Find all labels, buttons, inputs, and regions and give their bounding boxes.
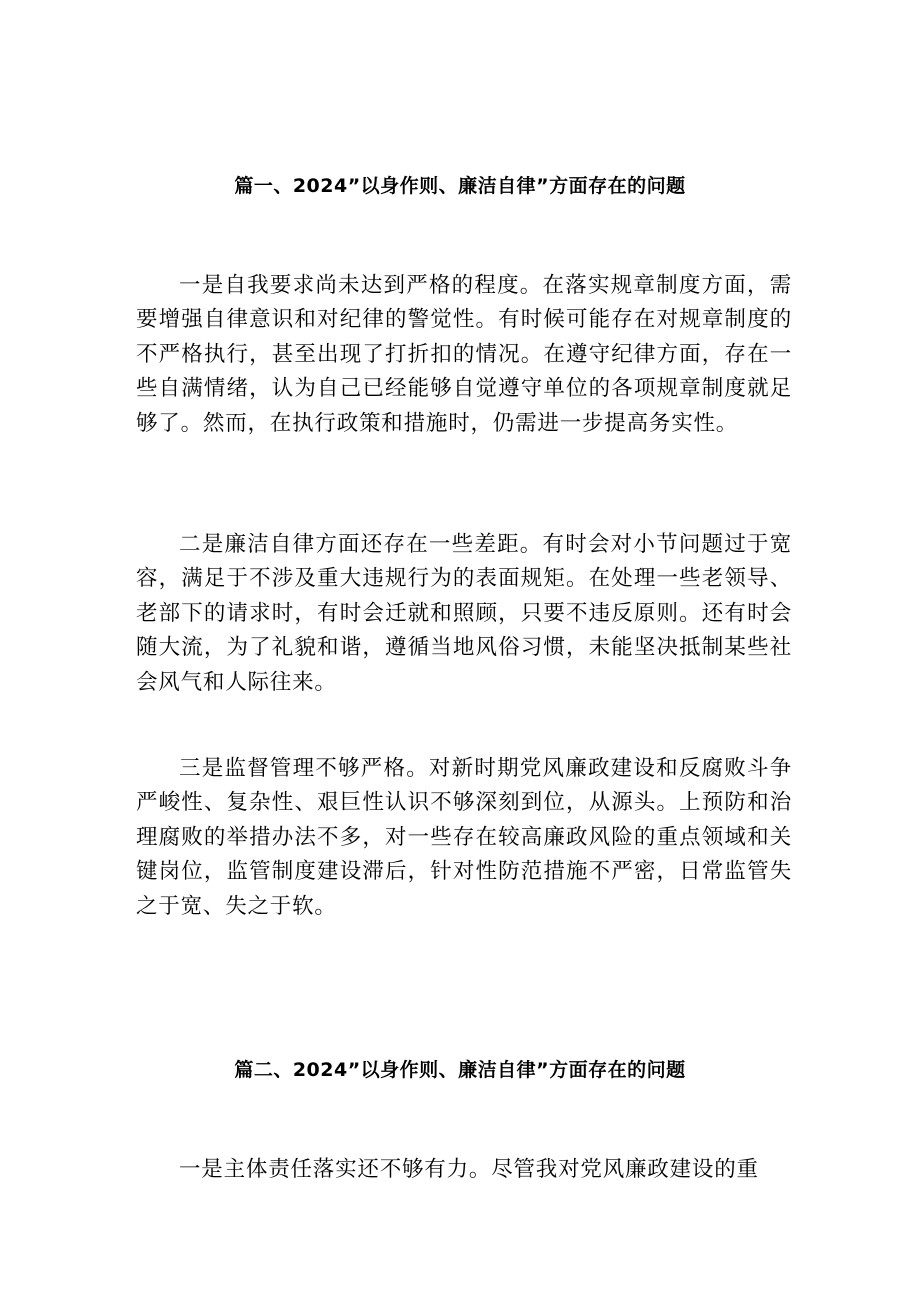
section-1-heading: 篇一、2024”以身作则、廉洁自律”方面存在的问题 bbox=[234, 175, 686, 197]
section-2-paragraph-1: 一是主体责任落实还不够有力。尽管我对党风廉政建设的重 bbox=[179, 1157, 759, 1182]
section-1-paragraph-1: 一是自我要求尚未达到严格的程度。在落实规章制度方面，需要增强自律意识和对纪律的警觉性。有时候可能存在对规章制度的不严格执行，甚至出现了打折扣的情况。在遵守纪律方面，存在一些自满情绪，认为自己已经能够自觉遵守单位的各项规章制度就足够了。然而，在执行政策和措施时，仍需进一步提高务实性。 bbox=[136, 273, 792, 436]
section-1-paragraph-3: 三是监督管理不够严格。对新时期党风廉政建设和反腐败斗争严峻性、复杂性、艰巨性认识不够深刻到位，从源头。上预防和治理腐败的举措办法不多，对一些存在较高廉政风险的重点领域和关键岗位，监管制度建设滞后，针对性防范措施不严密，日常监管失之于宽、失之于软。 bbox=[136, 756, 792, 919]
section-1-paragraph-2: 二是廉洁自律方面还存在一些差距。有时会对小节问题过于宽容，满足于不涉及重大违规行为的表面规矩。在处理一些老领导、老部下的请求时，有时会迁就和照顾，只要不违反原则。还有时会随大流，为了礼貌和谐，遵循当地风俗习惯，未能坚决抵制某些社会风气和人际往来。 bbox=[136, 532, 792, 695]
section-2-heading: 篇二、2024”以身作则、廉洁自律”方面存在的问题 bbox=[234, 1059, 686, 1081]
